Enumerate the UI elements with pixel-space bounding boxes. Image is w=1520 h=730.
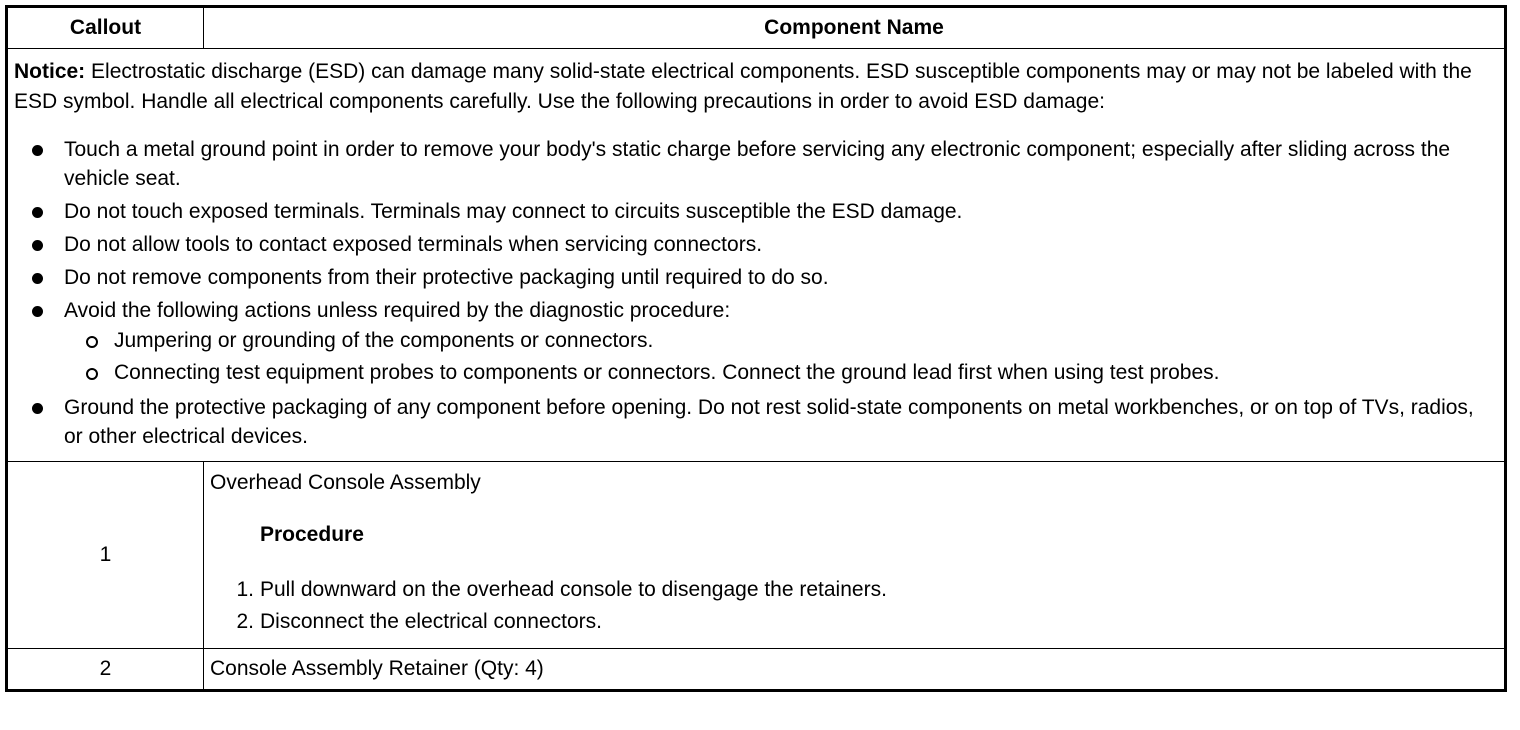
- notice-label: Notice:: [14, 60, 86, 83]
- list-item: Do not allow tools to contact exposed terminals when servicing connectors.: [14, 230, 1498, 259]
- procedure-step: [210, 574, 1498, 606]
- procedure-steps: [210, 574, 1498, 638]
- component-name-cell: [204, 462, 1506, 649]
- procedure-step: [210, 606, 1498, 638]
- list-item: Do not remove components from their protective packaging until required to do so.: [14, 263, 1498, 292]
- step-number: 1.: [236, 578, 254, 601]
- header-row: [7, 7, 1506, 49]
- table-row: [7, 462, 1506, 649]
- step-text: Pull downward on the overhead console to disengage the retainers.: [260, 578, 887, 601]
- step-text: Disconnect the electrical connectors.: [260, 610, 602, 633]
- list-item: [14, 296, 1498, 389]
- step-number: 2.: [236, 610, 254, 633]
- list-item: Ground the protective packaging of any component before opening. Do not rest solid-state components on metal workbenches, or on top of TVs, radios, or other electrical devices.: [14, 393, 1498, 451]
- table-row: [7, 649, 1506, 691]
- callout-cell: 1: [7, 462, 204, 649]
- list-item: Touch a metal ground point in order to remove your body's static charge before servicing any electronic component; especially after sliding across the vehicle seat.: [14, 135, 1498, 193]
- sub-list-item: Connecting test equipment probes to components or connectors. Connect the ground lead first when using test probes.: [64, 357, 1498, 389]
- component-name: Overhead Console Assembly: [210, 471, 481, 494]
- notice-paragraph: [14, 57, 1498, 117]
- callout-header: Callout: [7, 7, 204, 49]
- component-name-cell: Console Assembly Retainer (Qty: 4): [204, 649, 1506, 691]
- notice-cell: [7, 49, 1506, 462]
- callout-cell: 2: [7, 649, 204, 691]
- component-name-header: Component Name: [204, 7, 1506, 49]
- notice-row: [7, 49, 1506, 462]
- procedure-heading: Procedure: [260, 523, 364, 546]
- component-table: [5, 5, 1507, 692]
- notice-bullet-list: [14, 135, 1498, 451]
- sub-bullet-list: [64, 325, 1498, 389]
- sub-list-item: Jumpering or grounding of the components or connectors.: [64, 325, 1498, 357]
- list-item-text: Avoid the following actions unless required by the diagnostic procedure:: [64, 299, 731, 322]
- notice-text: Electrostatic discharge (ESD) can damage many solid-state electrical components. ESD susceptible components may or may not be labeled with the ESD symbol. Handle all electrical components carefully. Use the following precautions in order to avoid ESD damage:: [14, 60, 1472, 113]
- list-item: Do not touch exposed terminals. Terminals may connect to circuits susceptible the ESD damage.: [14, 197, 1498, 226]
